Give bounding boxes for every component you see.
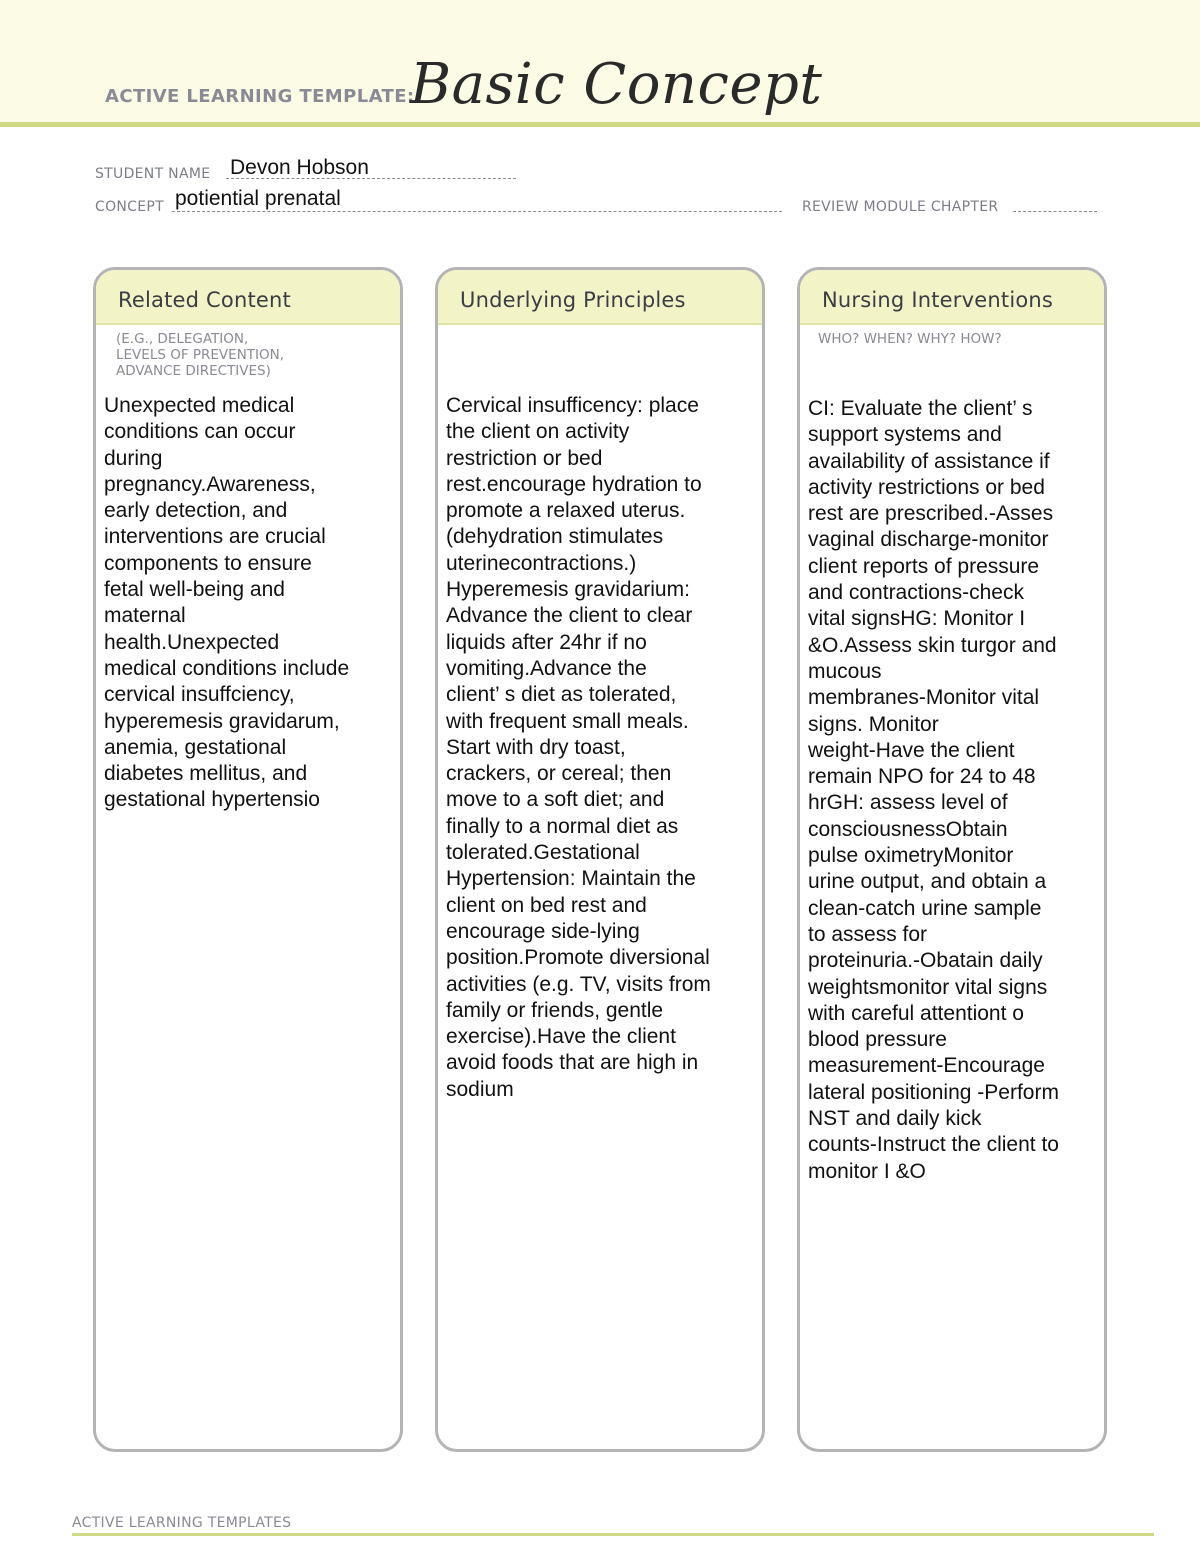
panel-title: Related Content [118,288,291,312]
panel-body[interactable]: CI: Evaluate the client’ s support systems and availability of assistance if activity restrictions or bed rest are prescribed.-Asses vaginal discharge-monitor client reports of pressure and contractions-check vital signsHG: Monitor I &O.Assess skin turgor and mucous membranes-Monitor vital signs. Monitor weight-Have the client remain NPO for 24 to 48 hrGH: assess level of consciousnessObtain pulse oximetryMonitor urine output, and obtain a clean-catch urine sample to assess for proteinuria.-Obatain daily weightsmonitor vital signs with careful attentiont o blood pressure measurement-Encourage lateral positioning -Perform NST and daily kick counts-Instruct the client to monitor I &O [808,397,1059,1183]
review-module-label: REVIEW MODULE CHAPTER [802,199,999,215]
panel-title: Underlying Principles [460,288,686,312]
panel-subtitle: (E.G., DELEGATION, LEVELS OF PREVENTION, ADVANCE DIRECTIVES) [116,331,285,379]
review-module-line [1013,211,1097,212]
panel-related-content [93,267,403,1452]
student-name-label: STUDENT NAME [95,166,211,182]
student-name-value[interactable]: Devon Hobson [230,156,369,179]
panel-subtitle: WHO? WHEN? WHY? HOW? [818,331,1002,347]
footer-label: ACTIVE LEARNING TEMPLATES [72,1515,292,1531]
concept-line [172,211,782,212]
concept-label: CONCEPT [95,199,164,215]
template-title: Basic Concept [410,52,823,117]
panel-nursing-interventions [797,267,1107,1452]
panel-title: Nursing Interventions [822,288,1054,312]
template-label: ACTIVE LEARNING TEMPLATE: [105,86,415,107]
panel-body[interactable]: Unexpected medical conditions can occur during pregnancy.Awareness, early detection, and interventions are crucial components to ensure fetal well-being and maternal health.Unexpected medical conditions include cervical insuffciency, hyperemesis gravidarum, anemia, gestational diabetes mellitus, and gestational hypertensio [104,394,350,812]
panel-body[interactable]: Cervical insufficency: place the client on activity restriction or bed rest.encourage hydration to promote a relaxed uterus. (dehydration stimulates uterinecontractions.) Hyperemesis gravidarium: Advance the client to clear liquids after 24hr if no vomiting.Advance the client’ s diet as tolerated, with frequent small meals. Start with dry toast, crackers, or cereal; then move to a soft diet; and finally to a normal diet as tolerated.Gestational Hypertension: Maintain the client on bed rest and encourage side-lying position.Promote diversional activities (e.g. TV, visits from family or friends, gentle exercise).Have the client avoid foods that are high in sodium [446,394,711,1101]
header-rule [0,122,1200,127]
concept-value[interactable]: potiential prenatal [175,187,341,210]
footer-rule [72,1533,1154,1536]
panel-underlying-principles [435,267,765,1452]
